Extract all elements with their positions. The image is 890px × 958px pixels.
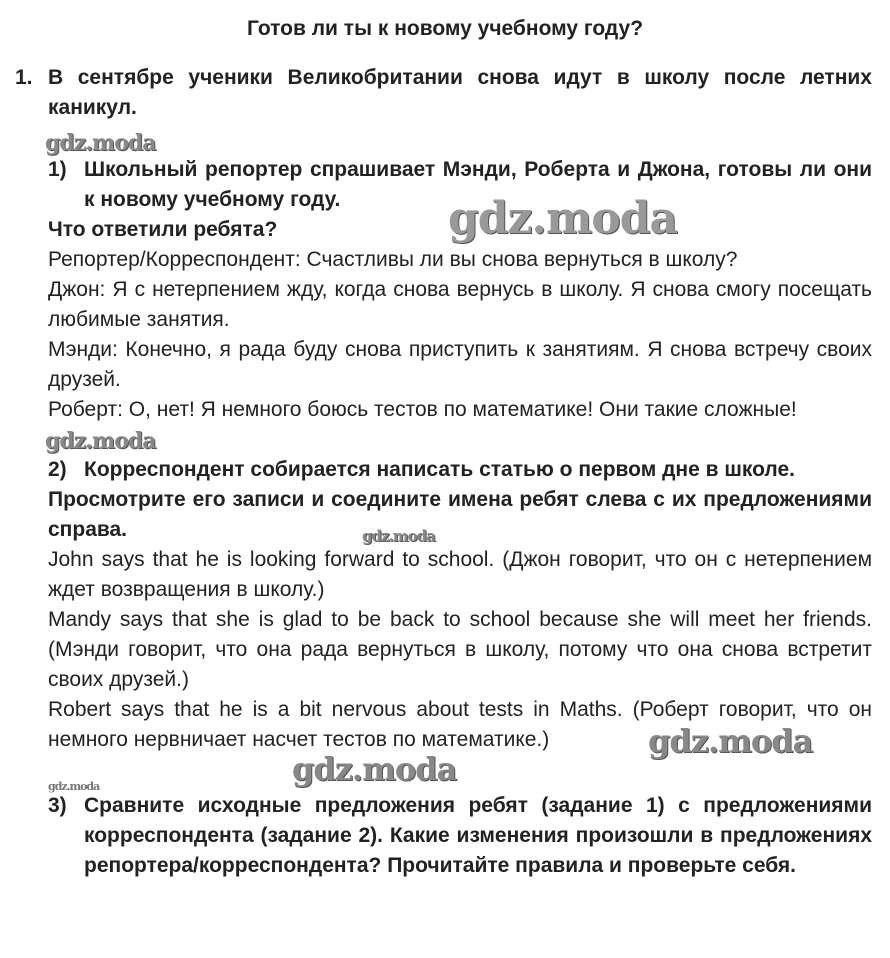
subtask-2-instruction: Просмотрите его записи и соедините имена ребят слева с их предложениями справа.	[48, 488, 872, 541]
watermark: gdz.moda	[48, 780, 100, 793]
answer-robert-reported: Robert says that he is a bit nervous about tests in Maths. (Роберт говорит, что он немного нервничает насчет тестов по математике.)	[48, 698, 872, 751]
watermark: gdz.moda	[45, 130, 156, 156]
watermark: gdz.moda	[648, 722, 813, 760]
subtask-1-answers	[48, 245, 872, 425]
answer-mandy: Мэнди: Конечно, я рада буду снова приступить к занятиям. Я снова встречу своих друзей.	[48, 338, 872, 391]
subtask-1-question: Что ответили ребята?	[48, 218, 278, 241]
watermark: gdz.moda	[292, 750, 457, 788]
subtask-2-text: Корреспондент собирается написать статью о первом дне в школе.	[84, 458, 795, 481]
subtask-1-number: 1)	[48, 158, 67, 181]
subtask-1-text: Школьный репортер спрашивает Мэнди, Роберта и Джона, готовы ли они к новому учебному году.	[84, 158, 872, 211]
watermark: gdz.moda	[448, 193, 678, 244]
answer-john-reported: John says that he is looking forward to school. (Джон говорит, что он с нетерпением ждет возвращения в школу.)	[48, 548, 872, 601]
task-text: В сентябре ученики Великобритании снова идут в школу после летних каникул.	[48, 66, 872, 119]
task-number: 1.	[15, 66, 33, 89]
page-title: Готов ли ты к новому учебному году?	[246, 17, 644, 40]
watermark: gdz.moda	[362, 527, 435, 545]
subtask-2-number: 2)	[48, 458, 67, 481]
answer-john: Джон: Я с нетерпением жду, когда снова вернусь в школу. Я снова смогу посещать любимые занятия.	[48, 278, 872, 331]
answer-reporter: Репортер/Корреспондент: Счастливы ли вы снова вернуться в школу?	[48, 248, 738, 271]
answer-mandy-reported: Mandy says that she is glad to be back to school because she will meet her friends. (Мэнди говорит, что она рада вернуться в школу, потому что она снова встретит своих друзей.)	[48, 608, 872, 691]
subtask-3-number: 3)	[48, 794, 67, 817]
watermark: gdz.moda	[45, 428, 156, 454]
answer-robert: Роберт: О, нет! Я немного боюсь тестов по математике! Они такие сложные!	[48, 398, 797, 421]
subtask-3-text: Сравните исходные предложения ребят (задание 1) с предложениями корреспондента (задание 2). Какие изменения произошли в предложениях репортера/корреспондента? Прочитайте правила и проверьте себя.	[84, 794, 872, 877]
